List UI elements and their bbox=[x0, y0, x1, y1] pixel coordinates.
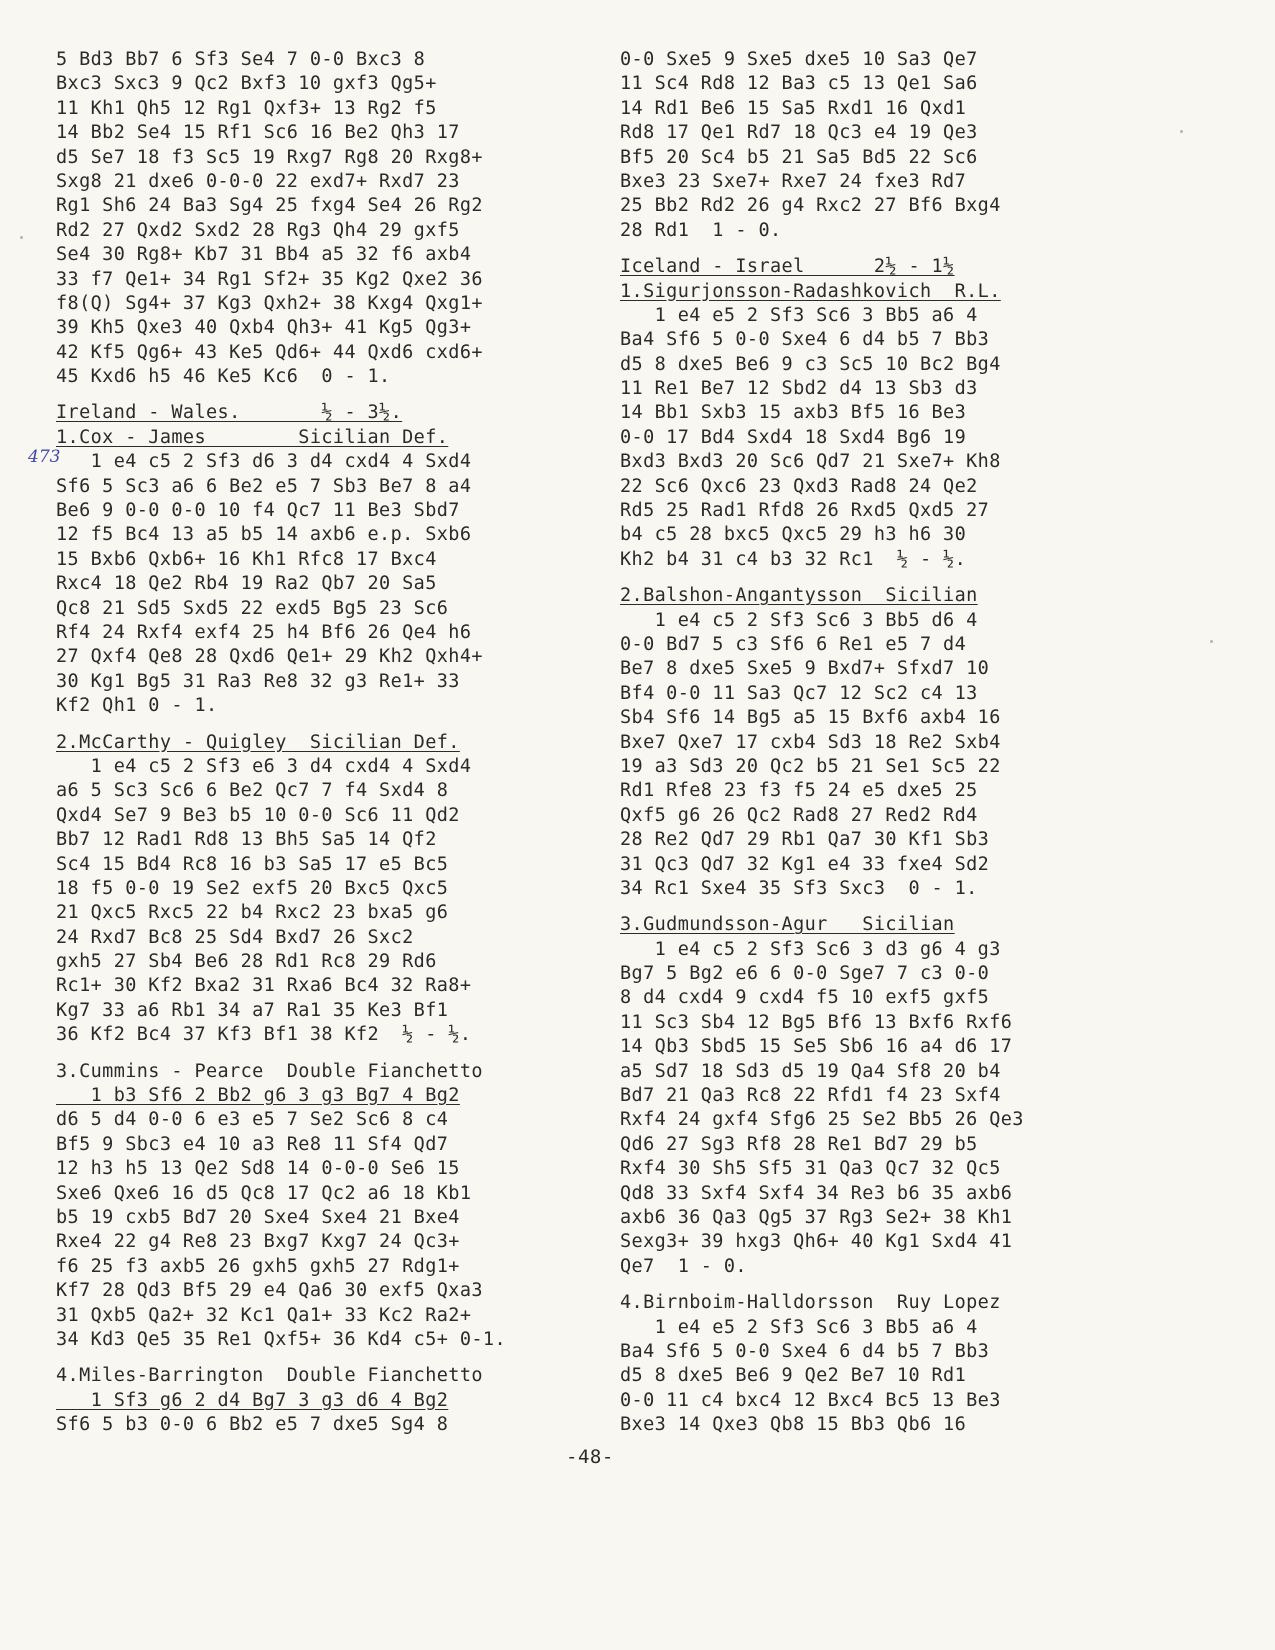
moves-line: 4.Miles-Barrington Double Fianchetto bbox=[56, 1365, 483, 1387]
moves-line: d5 8 dxe5 Be6 9 Qe2 Be7 10 Rd1 bbox=[620, 1365, 967, 1387]
moves-line: 1 e4 e5 2 Sf3 Sc6 3 Bb5 a6 4 bbox=[620, 304, 978, 326]
moves-line: Bxc3 Sxc3 9 Qc2 Bxf3 10 gxf3 Qg5+ bbox=[56, 73, 437, 95]
moves-line: Sf6 5 Sc3 a6 6 Be2 e5 7 Sb3 Be7 8 a4 bbox=[56, 475, 472, 497]
moves-line: Be7 8 dxe5 Sxe5 9 Bxd7+ Sfxd7 10 bbox=[620, 658, 990, 680]
moves-line: 8 d4 cxd4 9 cxd4 f5 10 exf5 gxf5 bbox=[620, 987, 990, 1009]
moves-line: 28 Rd1 1 - 0. bbox=[620, 219, 782, 241]
paper-speck bbox=[1210, 640, 1213, 643]
moves-line: Rxf4 30 Sh5 Sf5 31 Qa3 Qc7 32 Qc5 bbox=[620, 1158, 1001, 1180]
moves-line: Sexg3+ 39 hxg3 Qh6+ 40 Kg1 Sxd4 41 bbox=[620, 1231, 1013, 1253]
moves-line: 27 Qxf4 Qe8 28 Qxd6 Qe1+ 29 Kh2 Qxh4+ bbox=[56, 646, 483, 668]
moves-line: 0-0 11 c4 bxc4 12 Bxc4 Bc5 13 Be3 bbox=[620, 1389, 1001, 1411]
moves-line: Kh2 b4 31 c4 b3 32 Rc1 ½ - ½. bbox=[620, 548, 967, 570]
moves-line: Rxc4 18 Qe2 Rb4 19 Ra2 Qb7 20 Sa5 bbox=[56, 573, 437, 595]
game-heading: 3.Gudmundsson-Agur Sicilian bbox=[620, 914, 955, 936]
moves-line: 33 f7 Qe1+ 34 Rg1 Sf2+ 35 Kg2 Qxe2 36 bbox=[56, 268, 483, 290]
paper-speck bbox=[1180, 130, 1183, 133]
moves-line: Bf5 9 Sbc3 e4 10 a3 Re8 11 Sf4 Qd7 bbox=[56, 1133, 449, 1155]
moves-line: 14 Rd1 Be6 15 Sa5 Rxd1 16 Qxd1 bbox=[620, 97, 967, 119]
moves-line: Rc1+ 30 Kf2 Bxa2 31 Rxa6 Bc4 32 Ra8+ bbox=[56, 975, 472, 997]
moves-line: 0-0 17 Bd4 Sxd4 18 Sxd4 Bg6 19 bbox=[620, 426, 967, 448]
section-gap bbox=[56, 719, 576, 731]
moves-line: 1 e4 c5 2 Sf3 e6 3 d4 cxd4 4 Sxd4 bbox=[56, 755, 472, 777]
moves-line: b4 c5 28 bxc5 Qxc5 29 h3 h6 30 bbox=[620, 524, 967, 546]
moves-line: a6 5 Sc3 Sc6 6 Be2 Qc7 7 f4 Sxd4 8 bbox=[56, 780, 449, 802]
moves-line: Qe7 1 - 0. bbox=[620, 1255, 747, 1277]
moves-line: 28 Re2 Qd7 29 Rb1 Qa7 30 Kf1 Sb3 bbox=[620, 829, 990, 851]
moves-line: 12 h3 h5 13 Qe2 Sd8 14 0-0-0 Se6 15 bbox=[56, 1158, 460, 1180]
moves-line: 22 Sc6 Qxc6 23 Qxd3 Rad8 24 Qe2 bbox=[620, 475, 978, 497]
page-number: -48- bbox=[566, 1446, 614, 1468]
moves-line: Rxe4 22 g4 Re8 23 Bxg7 Kxg7 24 Qc3+ bbox=[56, 1231, 460, 1253]
moves-line: 39 Kh5 Qxe3 40 Qxb4 Qh3+ 41 Kg5 Qg3+ bbox=[56, 317, 472, 339]
moves-line: Qd6 27 Sg3 Rf8 28 Re1 Bd7 29 b5 bbox=[620, 1133, 978, 1155]
moves-line: b5 19 cxb5 Bd7 20 Sxe4 Sxe4 21 Bxe4 bbox=[56, 1206, 460, 1228]
moves-line: Sxe6 Qxe6 16 d5 Qc8 17 Qc2 a6 18 Kb1 bbox=[56, 1182, 472, 1204]
moves-line: 14 Bb2 Se4 15 Rf1 Sc6 16 Be2 Qh3 17 bbox=[56, 122, 460, 144]
moves-line: 34 Kd3 Qe5 35 Re1 Qxf5+ 36 Kd4 c5+ 0-1. bbox=[56, 1328, 506, 1350]
game-heading: 2.Balshon-Angantysson Sicilian bbox=[620, 585, 978, 607]
moves-line: Qxf5 g6 26 Qc2 Rad8 27 Red2 Rd4 bbox=[620, 804, 978, 826]
handwritten-annotation: 473 bbox=[28, 447, 61, 467]
moves-line: Rd5 25 Rad1 Rfd8 26 Rxd5 Qxd5 27 bbox=[620, 500, 990, 522]
moves-line: Qd8 33 Sxf4 Sxf4 34 Re3 b6 35 axb6 bbox=[620, 1182, 1013, 1204]
moves-line: Bf5 20 Sc4 b5 21 Sa5 Bd5 22 Sc6 bbox=[620, 146, 978, 168]
moves-line: 5 Bd3 Bb7 6 Sf3 Se4 7 0-0 Bxc3 8 bbox=[56, 49, 426, 70]
game-heading: 1 Sf3 g6 2 d4 Bg7 3 g3 d6 4 Bg2 bbox=[56, 1389, 449, 1411]
moves-line: f6 25 f3 axb5 26 gxh5 gxh5 27 Rdg1+ bbox=[56, 1255, 460, 1277]
moves-line: 11 Kh1 Qh5 12 Rg1 Qxf3+ 13 Rg2 f5 bbox=[56, 97, 437, 119]
moves-line: 0-0 Sxe5 9 Sxe5 dxe5 10 Sa3 Qe7 bbox=[620, 49, 978, 70]
paper-speck bbox=[20, 236, 23, 239]
moves-line: Qxd4 Se7 9 Be3 b5 10 0-0 Sc6 11 Qd2 bbox=[56, 804, 460, 826]
moves-line: 34 Rc1 Sxe4 35 Sf3 Sxc3 0 - 1. bbox=[620, 877, 978, 899]
moves-line: d6 5 d4 0-0 6 e3 e5 7 Se2 Sc6 8 c4 bbox=[56, 1109, 449, 1131]
moves-line: Bb7 12 Rad1 Rd8 13 Bh5 Sa5 14 Qf2 bbox=[56, 829, 437, 851]
moves-line: 36 Kf2 Bc4 37 Kf3 Bf1 38 Kf2 ½ - ½. bbox=[56, 1024, 472, 1046]
moves-line: Bf4 0-0 11 Sa3 Qc7 12 Sc2 c4 13 bbox=[620, 682, 978, 704]
moves-line: 4.Birnboim-Halldorsson Ruy Lopez bbox=[620, 1292, 1001, 1314]
moves-line: 11 Sc3 Sb4 12 Bg5 Bf6 13 Bxf6 Rxf6 bbox=[620, 1011, 1013, 1033]
moves-line: 24 Rxd7 Bc8 25 Sd4 Bxd7 26 Sxc2 bbox=[56, 926, 414, 948]
moves-line: 3.Cummins - Pearce Double Fianchetto bbox=[56, 1060, 483, 1082]
moves-line: Rxf4 24 gxf4 Sfg6 25 Se2 Bb5 26 Qe3 bbox=[620, 1109, 1024, 1131]
moves-line: a5 Sd7 18 Sd3 d5 19 Qa4 Sf8 20 b4 bbox=[620, 1060, 1001, 1082]
section-gap bbox=[620, 243, 1140, 255]
moves-line: Qc8 21 Sd5 Sxd5 22 exd5 Bg5 23 Sc6 bbox=[56, 597, 449, 619]
moves-line: 0-0 Bd7 5 c3 Sf6 6 Re1 e5 7 d4 bbox=[620, 633, 967, 655]
moves-line: Rf4 24 Rxf4 exf4 25 h4 Bf6 26 Qe4 h6 bbox=[56, 621, 472, 643]
moves-line: 19 a3 Sd3 20 Qc2 b5 21 Se1 Sc5 22 bbox=[620, 755, 1001, 777]
moves-line: 1 e4 c5 2 Sf3 Sc6 3 Bb5 d6 4 bbox=[620, 609, 978, 631]
moves-line: Bxd3 Bxd3 20 Sc6 Qd7 21 Sxe7+ Kh8 bbox=[620, 451, 1001, 473]
moves-line: Bxe3 14 Qxe3 Qb8 15 Bb3 Qb6 16 bbox=[620, 1414, 967, 1436]
moves-line: Sf6 5 b3 0-0 6 Bb2 e5 7 dxe5 Sg4 8 bbox=[56, 1414, 449, 1436]
moves-line: Bg7 5 Bg2 e6 6 0-0 Sge7 7 c3 0-0 bbox=[620, 963, 990, 985]
moves-line: Sc4 15 Bd4 Rc8 16 b3 Sa5 17 e5 Bc5 bbox=[56, 853, 449, 875]
moves-line: 14 Bb1 Sxb3 15 axb3 Bf5 16 Be3 bbox=[620, 402, 967, 424]
section-gap bbox=[620, 901, 1140, 913]
moves-line: Bxe7 Qxe7 17 cxb4 Sd3 18 Re2 Sxb4 bbox=[620, 731, 1001, 753]
moves-line: 25 Bb2 Rd2 26 g4 Rxc2 27 Bf6 Bxg4 bbox=[620, 195, 1001, 217]
moves-line: Kf2 Qh1 0 - 1. bbox=[56, 695, 218, 717]
moves-line: Be6 9 0-0 0-0 10 f4 Qc7 11 Be3 Sbd7 bbox=[56, 500, 460, 522]
game-heading: Iceland - Israel 2½ - 1½ bbox=[620, 256, 955, 278]
moves-line: Rd1 Rfe8 23 f3 f5 24 e5 dxe5 25 bbox=[620, 780, 978, 802]
moves-line: Bxe3 23 Sxe7+ Rxe7 24 fxe3 Rd7 bbox=[620, 170, 967, 192]
moves-line: gxh5 27 Sb4 Be6 28 Rd1 Rc8 29 Rd6 bbox=[56, 951, 437, 973]
moves-line: 45 Kxd6 h5 46 Ke5 Kc6 0 - 1. bbox=[56, 366, 391, 388]
moves-line: f8(Q) Sg4+ 37 Kg3 Qxh2+ 38 Kxg4 Qxg1+ bbox=[56, 292, 483, 314]
moves-line: Rd8 17 Qe1 Rd7 18 Qc3 e4 19 Qe3 bbox=[620, 122, 978, 144]
moves-line: 12 f5 Bc4 13 a5 b5 14 axb6 e.p. Sxb6 bbox=[56, 524, 472, 546]
moves-line: 30 Kg1 Bg5 31 Ra3 Re8 32 g3 Re1+ 33 bbox=[56, 670, 460, 692]
moves-line: 21 Qxc5 Rxc5 22 b4 Rxc2 23 bxa5 g6 bbox=[56, 902, 449, 924]
right-column bbox=[620, 48, 1140, 1437]
moves-line: Se4 30 Rg8+ Kb7 31 Bb4 a5 32 f6 axb4 bbox=[56, 244, 472, 266]
section-gap bbox=[620, 572, 1140, 584]
moves-line: 15 Bxb6 Qxb6+ 16 Kh1 Rfc8 17 Bxc4 bbox=[56, 548, 437, 570]
moves-line: d5 Se7 18 f3 Sc5 19 Rxg7 Rg8 20 Rxg8+ bbox=[56, 146, 483, 168]
moves-line: 1 e4 e5 2 Sf3 Sc6 3 Bb5 a6 4 bbox=[620, 1316, 978, 1338]
moves-line: Rg1 Sh6 24 Ba3 Sg4 25 fxg4 Se4 26 Rg2 bbox=[56, 195, 483, 217]
moves-line: Ba4 Sf6 5 0-0 Sxe4 6 d4 b5 7 Bb3 bbox=[620, 329, 990, 351]
section-gap bbox=[56, 1048, 576, 1060]
moves-line: Kf7 28 Qd3 Bf5 29 e4 Qa6 30 exf5 Qxa3 bbox=[56, 1280, 483, 1302]
moves-line: d5 8 dxe5 Be6 9 c3 Sc5 10 Bc2 Bg4 bbox=[620, 353, 1001, 375]
moves-line: 14 Qb3 Sbd5 15 Se5 Sb6 16 a4 d6 17 bbox=[620, 1036, 1013, 1058]
moves-line: axb6 36 Qa3 Qg5 37 Rg3 Se2+ 38 Kh1 bbox=[620, 1206, 1013, 1228]
left-column bbox=[56, 48, 576, 1437]
section-gap bbox=[56, 389, 576, 401]
moves-line: Sb4 Sf6 14 Bg5 a5 15 Bxf6 axb4 16 bbox=[620, 707, 1001, 729]
moves-line: Bd7 21 Qa3 Rc8 22 Rfd1 f4 23 Sxf4 bbox=[620, 1085, 1001, 1107]
section-gap bbox=[620, 1279, 1140, 1291]
moves-line: Ba4 Sf6 5 0-0 Sxe4 6 d4 b5 7 Bb3 bbox=[620, 1340, 990, 1362]
moves-line: 31 Qxb5 Qa2+ 32 Kc1 Qa1+ 33 Kc2 Ra2+ bbox=[56, 1304, 472, 1326]
moves-line: 11 Re1 Be7 12 Sbd2 d4 13 Sb3 d3 bbox=[620, 378, 978, 400]
game-heading: Ireland - Wales. ½ - 3½. bbox=[56, 402, 403, 424]
moves-line: Rd2 27 Qxd2 Sxd2 28 Rg3 Qh4 29 gxf5 bbox=[56, 219, 460, 241]
moves-line: Sxg8 21 dxe6 0-0-0 22 exd7+ Rxd7 23 bbox=[56, 170, 460, 192]
moves-line: 1 e4 c5 2 Sf3 Sc6 3 d3 g6 4 g3 bbox=[620, 938, 1001, 960]
moves-line: 31 Qc3 Qd7 32 Kg1 e4 33 fxe4 Sd2 bbox=[620, 853, 990, 875]
moves-line: 11 Sc4 Rd8 12 Ba3 c5 13 Qe1 Sa6 bbox=[620, 73, 978, 95]
moves-line: Kg7 33 a6 Rb1 34 a7 Ra1 35 Ke3 Bf1 bbox=[56, 999, 449, 1021]
game-heading: 2.McCarthy - Quigley Sicilian Def. bbox=[56, 731, 460, 753]
section-gap bbox=[56, 1352, 576, 1364]
game-heading: 1.Cox - James Sicilian Def. bbox=[56, 426, 449, 448]
game-heading: 1.Sigurjonsson-Radashkovich R.L. bbox=[620, 280, 1001, 302]
moves-line: 1 e4 c5 2 Sf3 d6 3 d4 cxd4 4 Sxd4 bbox=[56, 451, 472, 473]
game-heading: 1 b3 Sf6 2 Bb2 g6 3 g3 Bg7 4 Bg2 bbox=[56, 1085, 460, 1107]
moves-line: 18 f5 0-0 19 Se2 exf5 20 Bxc5 Qxc5 bbox=[56, 877, 449, 899]
moves-line: 42 Kf5 Qg6+ 43 Ke5 Qd6+ 44 Qxd6 cxd6+ bbox=[56, 341, 483, 363]
